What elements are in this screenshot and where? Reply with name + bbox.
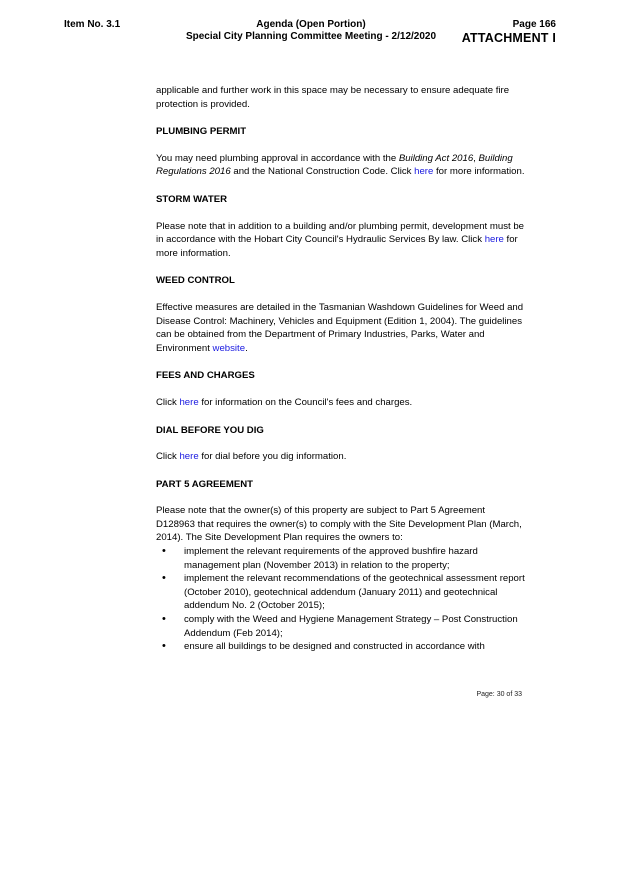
part5-paragraph: Please note that the owner(s) of this property are subject to Part 5 Agreement D128963 that requires the owner(s) to comply with the Site Development Plan (March, 2014). The Site Development Plan requires the owners to:: [156, 505, 522, 544]
building-regulations: Building Regulations 2016: [156, 152, 513, 178]
plumbing-text-3: and the National Construction Code. Click: [230, 166, 415, 178]
dial-paragraph: [156, 450, 526, 464]
list-item: • comply with the Weed and Hygiene Management Strategy – Post Construction Addendum (Feb 2014);: [156, 613, 526, 640]
weed-text-2: .: [245, 342, 248, 354]
storm-text-1: Please note that in addition to a building and/or plumbing permit, development must be in accordance with the Hobart City Council's Hydraulic Services By law. Click: [156, 220, 524, 246]
plumbing-text-2: ,: [473, 152, 479, 164]
plumbing-paragraph: [156, 152, 526, 179]
dial-text-1: Click: [156, 451, 180, 463]
document-body: [156, 84, 526, 654]
attachment-label: ATTACHMENT I: [461, 31, 556, 45]
page-number: Page 166: [512, 19, 556, 30]
part5-heading: PART 5 AGREEMENT: [156, 478, 254, 490]
dial-text-2: for dial before you dig information.: [198, 451, 347, 463]
fees-paragraph: [156, 396, 526, 410]
storm-water-link[interactable]: here: [484, 234, 504, 246]
weed-control-heading: WEED CONTROL: [156, 275, 235, 287]
dial-link[interactable]: here: [179, 451, 199, 463]
page-footer: Page: 30 of 33: [476, 691, 522, 698]
meeting-title: Special City Planning Committee Meeting - 2/12/2020: [185, 31, 437, 42]
plumbing-text-4: for more information.: [433, 166, 525, 178]
plumbing-heading: PLUMBING PERMIT: [156, 126, 247, 138]
part5-bullet-list: [156, 545, 526, 654]
fees-link[interactable]: here: [179, 396, 199, 408]
plumbing-link[interactable]: here: [414, 166, 434, 178]
intro-paragraph: applicable and further work in this space may be necessary to ensure adequate fire protection is provided.: [156, 85, 510, 110]
storm-water-paragraph: [156, 220, 526, 261]
list-item: • implement the relevant recommendations of the geotechnical assessment report (October 2010), geotechnical addendum (January 2011) and geotechnical addendum No. 2 (October 2015);: [156, 572, 526, 613]
storm-text-2: for more information.: [156, 234, 518, 259]
dial-heading: DIAL BEFORE YOU DIG: [156, 424, 264, 436]
plumbing-text-1: You may need plumbing approval in accordance with the: [156, 152, 399, 164]
item-number: Item No. 3.1: [64, 19, 121, 30]
list-item: • implement the relevant requirements of the approved bushfire hazard management plan (November 2013) in relation to the property;: [156, 545, 526, 572]
list-item: • ensure all buildings to be designed and constructed in accordance with: [156, 640, 526, 654]
fees-text-1: Click: [156, 396, 180, 408]
weed-text-1: Effective measures are detailed in the Tasmanian Washdown Guidelines for Weed and Disease Control: Machinery, Vehicles and Equipment (Edition 1, 2004). The guidelines can be obtained from the Department of Primary Industries, Parks, Water and Environment: [156, 301, 524, 354]
weed-website-link[interactable]: website: [212, 342, 246, 354]
fees-text-2: for information on the Council's fees and charges.: [198, 396, 413, 408]
weed-control-paragraph: [156, 301, 526, 355]
building-act: Building Act 2016: [398, 152, 474, 164]
page-header: [462, 19, 556, 45]
fees-heading: FEES AND CHARGES: [156, 370, 255, 382]
agenda-title: Agenda (Open Portion): [256, 19, 366, 30]
storm-water-heading: STORM WATER: [156, 193, 228, 205]
